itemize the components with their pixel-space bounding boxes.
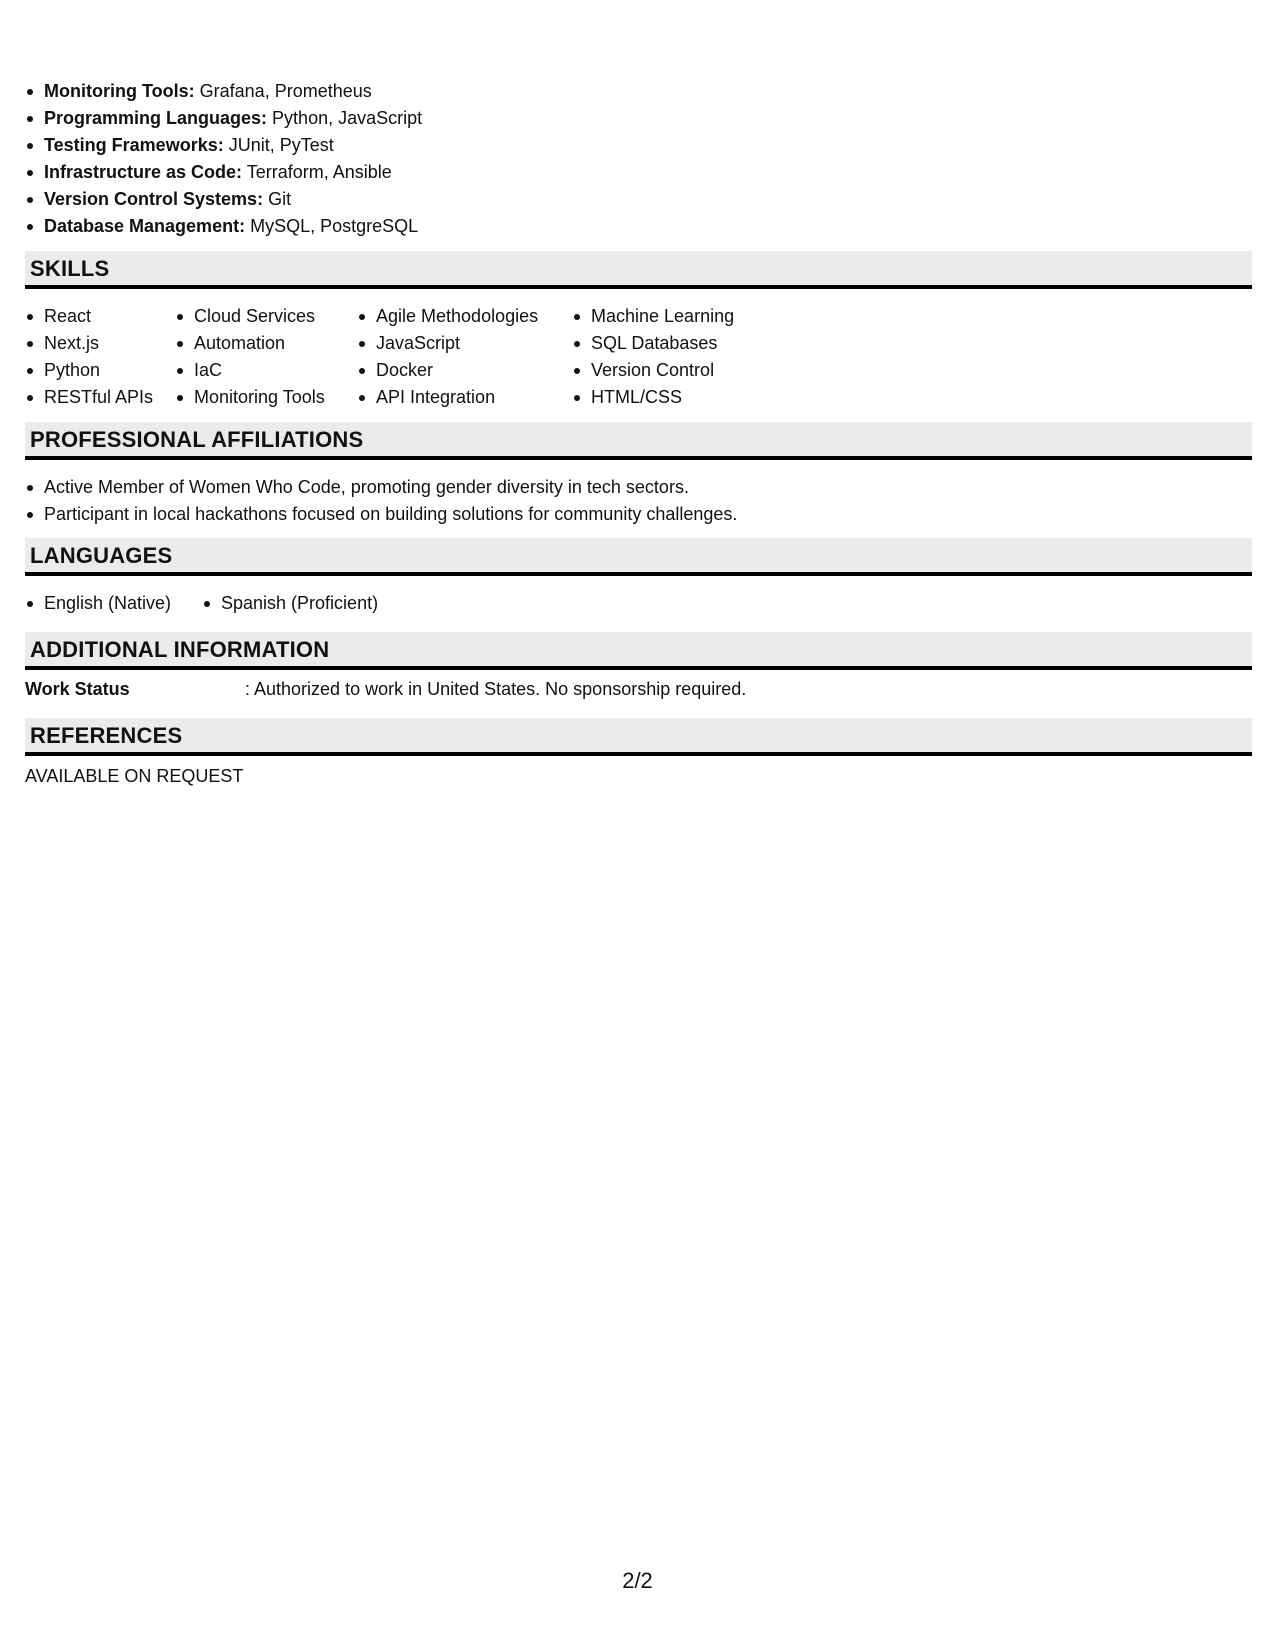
list-item bbox=[25, 132, 422, 159]
work-status-value: : Authorized to work in United States. No sponsorship required. bbox=[245, 679, 747, 699]
skill-item: Python bbox=[25, 357, 175, 384]
references-text: AVAILABLE ON REQUEST bbox=[25, 766, 244, 786]
affiliations-list bbox=[25, 474, 737, 528]
skill-item: HTML/CSS bbox=[572, 384, 792, 411]
technical-proficiencies-list bbox=[25, 78, 422, 240]
skill-item: JavaScript bbox=[357, 330, 572, 357]
list-item: Active Member of Women Who Code, promoting gender diversity in tech sectors. bbox=[25, 474, 737, 501]
skills-column bbox=[572, 303, 792, 411]
item-label: Infrastructure as Code: bbox=[44, 162, 243, 182]
list-item bbox=[25, 186, 422, 213]
skills-section-header bbox=[25, 251, 1252, 289]
skill-item: Agile Methodologies bbox=[357, 303, 572, 330]
skill-item: React bbox=[25, 303, 175, 330]
item-label: Monitoring Tools: bbox=[44, 81, 195, 101]
references-section-header bbox=[25, 718, 1252, 756]
item-value: Terraform, Ansible bbox=[246, 162, 392, 182]
skills-grid bbox=[25, 303, 792, 411]
item-value: Git bbox=[268, 189, 292, 209]
list-item bbox=[25, 105, 422, 132]
skill-item: Version Control bbox=[572, 357, 792, 384]
skill-item: Docker bbox=[357, 357, 572, 384]
skills-column bbox=[357, 303, 572, 411]
skill-item: SQL Databases bbox=[572, 330, 792, 357]
item-value: Grafana, Prometheus bbox=[199, 81, 372, 101]
skill-item: Next.js bbox=[25, 330, 175, 357]
skills-column bbox=[175, 303, 357, 411]
item-label: Database Management: bbox=[44, 216, 246, 236]
affiliations-section-header bbox=[25, 422, 1252, 460]
page-number: 2/2 bbox=[622, 1568, 653, 1593]
item-label: Programming Languages: bbox=[44, 108, 268, 128]
work-status-label: Work Status bbox=[25, 679, 130, 699]
item-value: JUnit, PyTest bbox=[228, 135, 334, 155]
languages-list bbox=[25, 590, 378, 617]
section-title: SKILLS bbox=[30, 256, 110, 281]
skill-item: API Integration bbox=[357, 384, 572, 411]
languages-section-header bbox=[25, 538, 1252, 576]
skill-item: Cloud Services bbox=[175, 303, 357, 330]
skills-column bbox=[25, 303, 175, 411]
skill-item: Machine Learning bbox=[572, 303, 792, 330]
list-item: Participant in local hackathons focused on building solutions for community challenges. bbox=[25, 501, 737, 528]
list-item bbox=[25, 213, 422, 240]
language-item: English (Native) bbox=[25, 590, 202, 617]
list-item bbox=[25, 159, 422, 186]
section-title: PROFESSIONAL AFFILIATIONS bbox=[30, 427, 364, 452]
language-item: Spanish (Proficient) bbox=[202, 590, 378, 617]
skill-item: RESTful APIs bbox=[25, 384, 175, 411]
item-value: Python, JavaScript bbox=[272, 108, 423, 128]
section-title: LANGUAGES bbox=[30, 543, 173, 568]
section-title: REFERENCES bbox=[30, 723, 183, 748]
item-label: Version Control Systems: bbox=[44, 189, 264, 209]
skill-item: Monitoring Tools bbox=[175, 384, 357, 411]
skill-item: IaC bbox=[175, 357, 357, 384]
skill-item: Automation bbox=[175, 330, 357, 357]
section-title: ADDITIONAL INFORMATION bbox=[30, 637, 330, 662]
item-value: MySQL, PostgreSQL bbox=[250, 216, 419, 236]
list-item bbox=[25, 78, 422, 105]
additional-info-section-header bbox=[25, 632, 1252, 670]
item-label: Testing Frameworks: bbox=[44, 135, 224, 155]
